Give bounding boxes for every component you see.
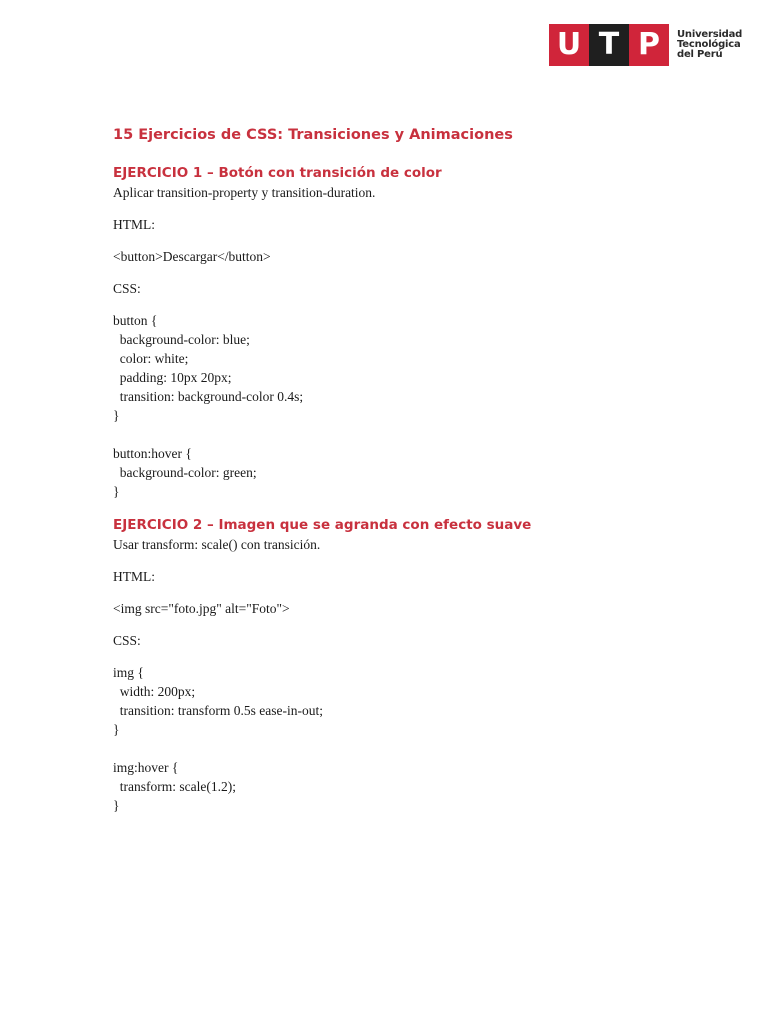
- css-code-block: [113, 444, 713, 501]
- code-line: transition: transform 0.5s ease-in-out;: [113, 703, 323, 718]
- code-line: img {: [113, 665, 144, 680]
- code-line: button {: [113, 313, 158, 328]
- exercise-1: [113, 163, 713, 501]
- code-line: background-color: blue;: [113, 332, 250, 347]
- code-line: color: white;: [113, 351, 189, 366]
- css-label: CSS:: [113, 633, 141, 648]
- utp-logo: [549, 24, 742, 66]
- utp-logo-mark: [549, 24, 669, 66]
- code-line: transition: background-color 0.4s;: [113, 389, 304, 404]
- css-code-block: [113, 758, 713, 815]
- code-line: img:hover {: [113, 760, 179, 775]
- code-line: padding: 10px 20px;: [113, 370, 232, 385]
- logo-letter-p: P: [629, 24, 669, 66]
- document-title: 15 Ejercicios de CSS: Transiciones y Animaciones: [113, 127, 513, 143]
- logo-text-line-3: del Perú: [677, 49, 723, 60]
- exercise-title: EJERCICIO 1 – Botón con transición de color: [113, 165, 442, 181]
- css-code-block: [113, 663, 713, 739]
- code-line: }: [113, 798, 120, 813]
- code-line: button:hover {: [113, 446, 192, 461]
- html-code: <button>Descargar</button>: [113, 249, 271, 264]
- code-line: }: [113, 722, 120, 737]
- code-line: transform: scale(1.2);: [113, 779, 236, 794]
- css-label: CSS:: [113, 281, 141, 296]
- css-code-block: [113, 311, 713, 425]
- html-code: <img src="foto.jpg" alt="Foto">: [113, 601, 290, 616]
- exercise-description: Aplicar transition-property y transition-duration.: [113, 185, 376, 200]
- code-line: }: [113, 408, 120, 423]
- html-label: HTML:: [113, 217, 155, 232]
- exercise-description: Usar transform: scale() con transición.: [113, 537, 321, 552]
- document-body: [113, 124, 713, 815]
- logo-letter-t: T: [589, 24, 629, 66]
- logo-text-line-1: Universidad: [677, 29, 743, 40]
- logo-wordmark: [677, 30, 742, 60]
- exercise-title: EJERCICIO 2 – Imagen que se agranda con efecto suave: [113, 517, 532, 533]
- logo-text-line-2: Tecnológica: [677, 39, 741, 50]
- code-line: width: 200px;: [113, 684, 196, 699]
- code-line: background-color: green;: [113, 465, 257, 480]
- code-line: }: [113, 484, 120, 499]
- html-label: HTML:: [113, 569, 155, 584]
- exercise-2: [113, 515, 713, 815]
- logo-letter-u: U: [549, 24, 589, 66]
